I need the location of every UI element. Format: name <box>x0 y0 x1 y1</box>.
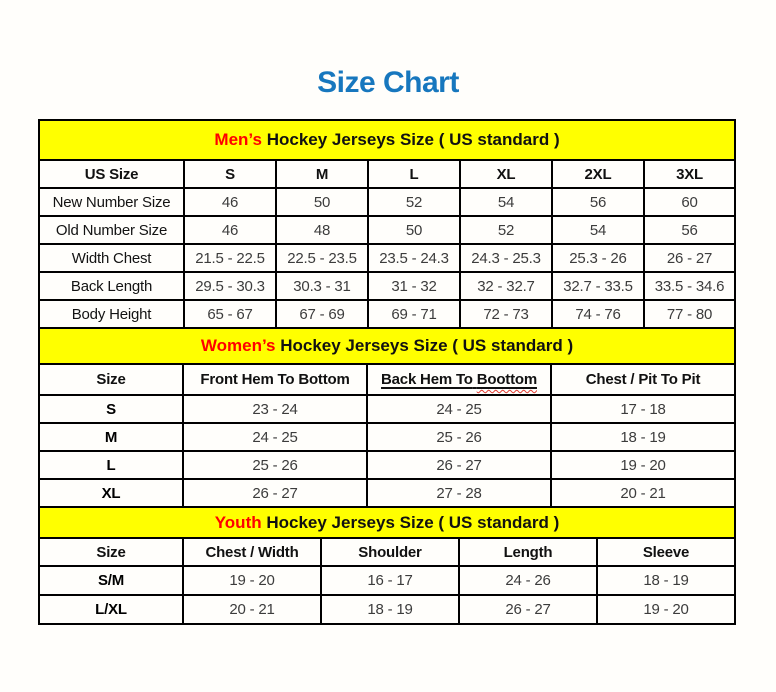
row-label: New Number Size <box>39 188 184 216</box>
youth-band-row <box>39 507 735 538</box>
size-value: 24 - 26 <box>459 566 597 595</box>
column-header: Shoulder <box>321 538 459 566</box>
table-row <box>39 272 735 300</box>
row-label: Old Number Size <box>39 216 184 244</box>
column-header: Chest / Pit To Pit <box>551 364 735 395</box>
size-value: 52 <box>460 216 552 244</box>
column-header: L <box>368 160 460 188</box>
size-value: 65 - 67 <box>184 300 276 328</box>
size-value: 67 - 69 <box>276 300 368 328</box>
row-label: Back Length <box>39 272 184 300</box>
size-value: 19 - 20 <box>551 451 735 479</box>
size-value: 25 - 26 <box>367 423 551 451</box>
size-value: 72 - 73 <box>460 300 552 328</box>
column-header: S <box>184 160 276 188</box>
size-value: 24.3 - 25.3 <box>460 244 552 272</box>
column-header-misspelled <box>367 364 551 395</box>
row-label: Width Chest <box>39 244 184 272</box>
size-value: 18 - 19 <box>551 423 735 451</box>
size-value: 26 - 27 <box>459 595 597 624</box>
row-label: L/XL <box>39 595 183 624</box>
size-value: 54 <box>552 216 644 244</box>
size-value: 21.5 - 22.5 <box>184 244 276 272</box>
header-text-prefix: Back Hem To <box>381 371 473 388</box>
table-row <box>39 566 735 595</box>
youth-band-title <box>39 507 735 538</box>
size-value: 69 - 71 <box>368 300 460 328</box>
size-value: 25 - 26 <box>183 451 367 479</box>
size-value: 32 - 32.7 <box>460 272 552 300</box>
size-value: 46 <box>184 216 276 244</box>
size-value: 18 - 19 <box>597 566 735 595</box>
youth-band-highlight: Youth <box>214 512 262 532</box>
size-value: 32.7 - 33.5 <box>552 272 644 300</box>
size-value: 33.5 - 34.6 <box>644 272 735 300</box>
size-value: 48 <box>276 216 368 244</box>
size-value: 24 - 25 <box>367 395 551 423</box>
youth-size-table <box>38 506 736 625</box>
size-value: 27 - 28 <box>367 479 551 507</box>
size-value: 22.5 - 23.5 <box>276 244 368 272</box>
size-value: 20 - 21 <box>551 479 735 507</box>
mens-size-table <box>38 119 736 329</box>
mens-band-rest: Hockey Jerseys Size ( US standard ) <box>266 130 560 149</box>
size-value: 17 - 18 <box>551 395 735 423</box>
page-title: Size Chart <box>317 66 459 99</box>
column-header: Sleeve <box>597 538 735 566</box>
size-value: 31 - 32 <box>368 272 460 300</box>
column-header: Size <box>39 364 183 395</box>
size-value: 30.3 - 31 <box>276 272 368 300</box>
size-value: 54 <box>460 188 552 216</box>
table-row <box>39 423 735 451</box>
table-row <box>39 395 735 423</box>
size-value: 26 - 27 <box>644 244 735 272</box>
row-label: S/M <box>39 566 183 595</box>
column-header: 2XL <box>552 160 644 188</box>
column-header: US Size <box>39 160 184 188</box>
column-header: 3XL <box>644 160 735 188</box>
column-header: M <box>276 160 368 188</box>
size-value: 26 - 27 <box>367 451 551 479</box>
womens-size-table <box>38 327 736 508</box>
table-row <box>39 216 735 244</box>
size-value: 74 - 76 <box>552 300 644 328</box>
table-row <box>39 479 735 507</box>
womens-band-title <box>39 328 735 364</box>
size-value: 20 - 21 <box>183 595 321 624</box>
youth-band-rest: Hockey Jerseys Size ( US standard ) <box>266 512 560 532</box>
spellcheck-squiggle-word: Boottom <box>476 371 537 388</box>
size-chart-tables <box>38 119 734 625</box>
row-label: M <box>39 423 183 451</box>
size-value: 26 - 27 <box>183 479 367 507</box>
mens-header-row <box>39 160 735 188</box>
size-value: 19 - 20 <box>183 566 321 595</box>
size-value: 23 - 24 <box>183 395 367 423</box>
row-label: L <box>39 451 183 479</box>
mens-band-title <box>39 120 735 160</box>
size-value: 46 <box>184 188 276 216</box>
column-header: Size <box>39 538 183 566</box>
column-header: Chest / Width <box>183 538 321 566</box>
size-value: 18 - 19 <box>321 595 459 624</box>
table-row <box>39 244 735 272</box>
size-value: 56 <box>552 188 644 216</box>
size-value: 23.5 - 24.3 <box>368 244 460 272</box>
column-header: Length <box>459 538 597 566</box>
column-header: Front Hem To Bottom <box>183 364 367 395</box>
size-value: 77 - 80 <box>644 300 735 328</box>
mens-band-row <box>39 120 735 160</box>
table-row <box>39 300 735 328</box>
womens-band-row <box>39 328 735 364</box>
column-header: XL <box>460 160 552 188</box>
size-value: 50 <box>276 188 368 216</box>
table-row <box>39 188 735 216</box>
size-value: 25.3 - 26 <box>552 244 644 272</box>
size-value: 52 <box>368 188 460 216</box>
row-label: S <box>39 395 183 423</box>
row-label: XL <box>39 479 183 507</box>
womens-header-row <box>39 364 735 395</box>
youth-header-row <box>39 538 735 566</box>
size-value: 60 <box>644 188 735 216</box>
underlined-header-text <box>381 371 537 388</box>
size-value: 19 - 20 <box>597 595 735 624</box>
mens-band-highlight: Men’s <box>214 130 262 149</box>
row-label: Body Height <box>39 300 184 328</box>
womens-band-rest: Hockey Jerseys Size ( US standard ) <box>280 336 574 355</box>
table-row <box>39 451 735 479</box>
size-value: 29.5 - 30.3 <box>184 272 276 300</box>
size-value: 16 - 17 <box>321 566 459 595</box>
womens-band-highlight: Women’s <box>200 336 276 355</box>
table-row <box>39 595 735 624</box>
size-value: 56 <box>644 216 735 244</box>
size-value: 24 - 25 <box>183 423 367 451</box>
size-value: 50 <box>368 216 460 244</box>
